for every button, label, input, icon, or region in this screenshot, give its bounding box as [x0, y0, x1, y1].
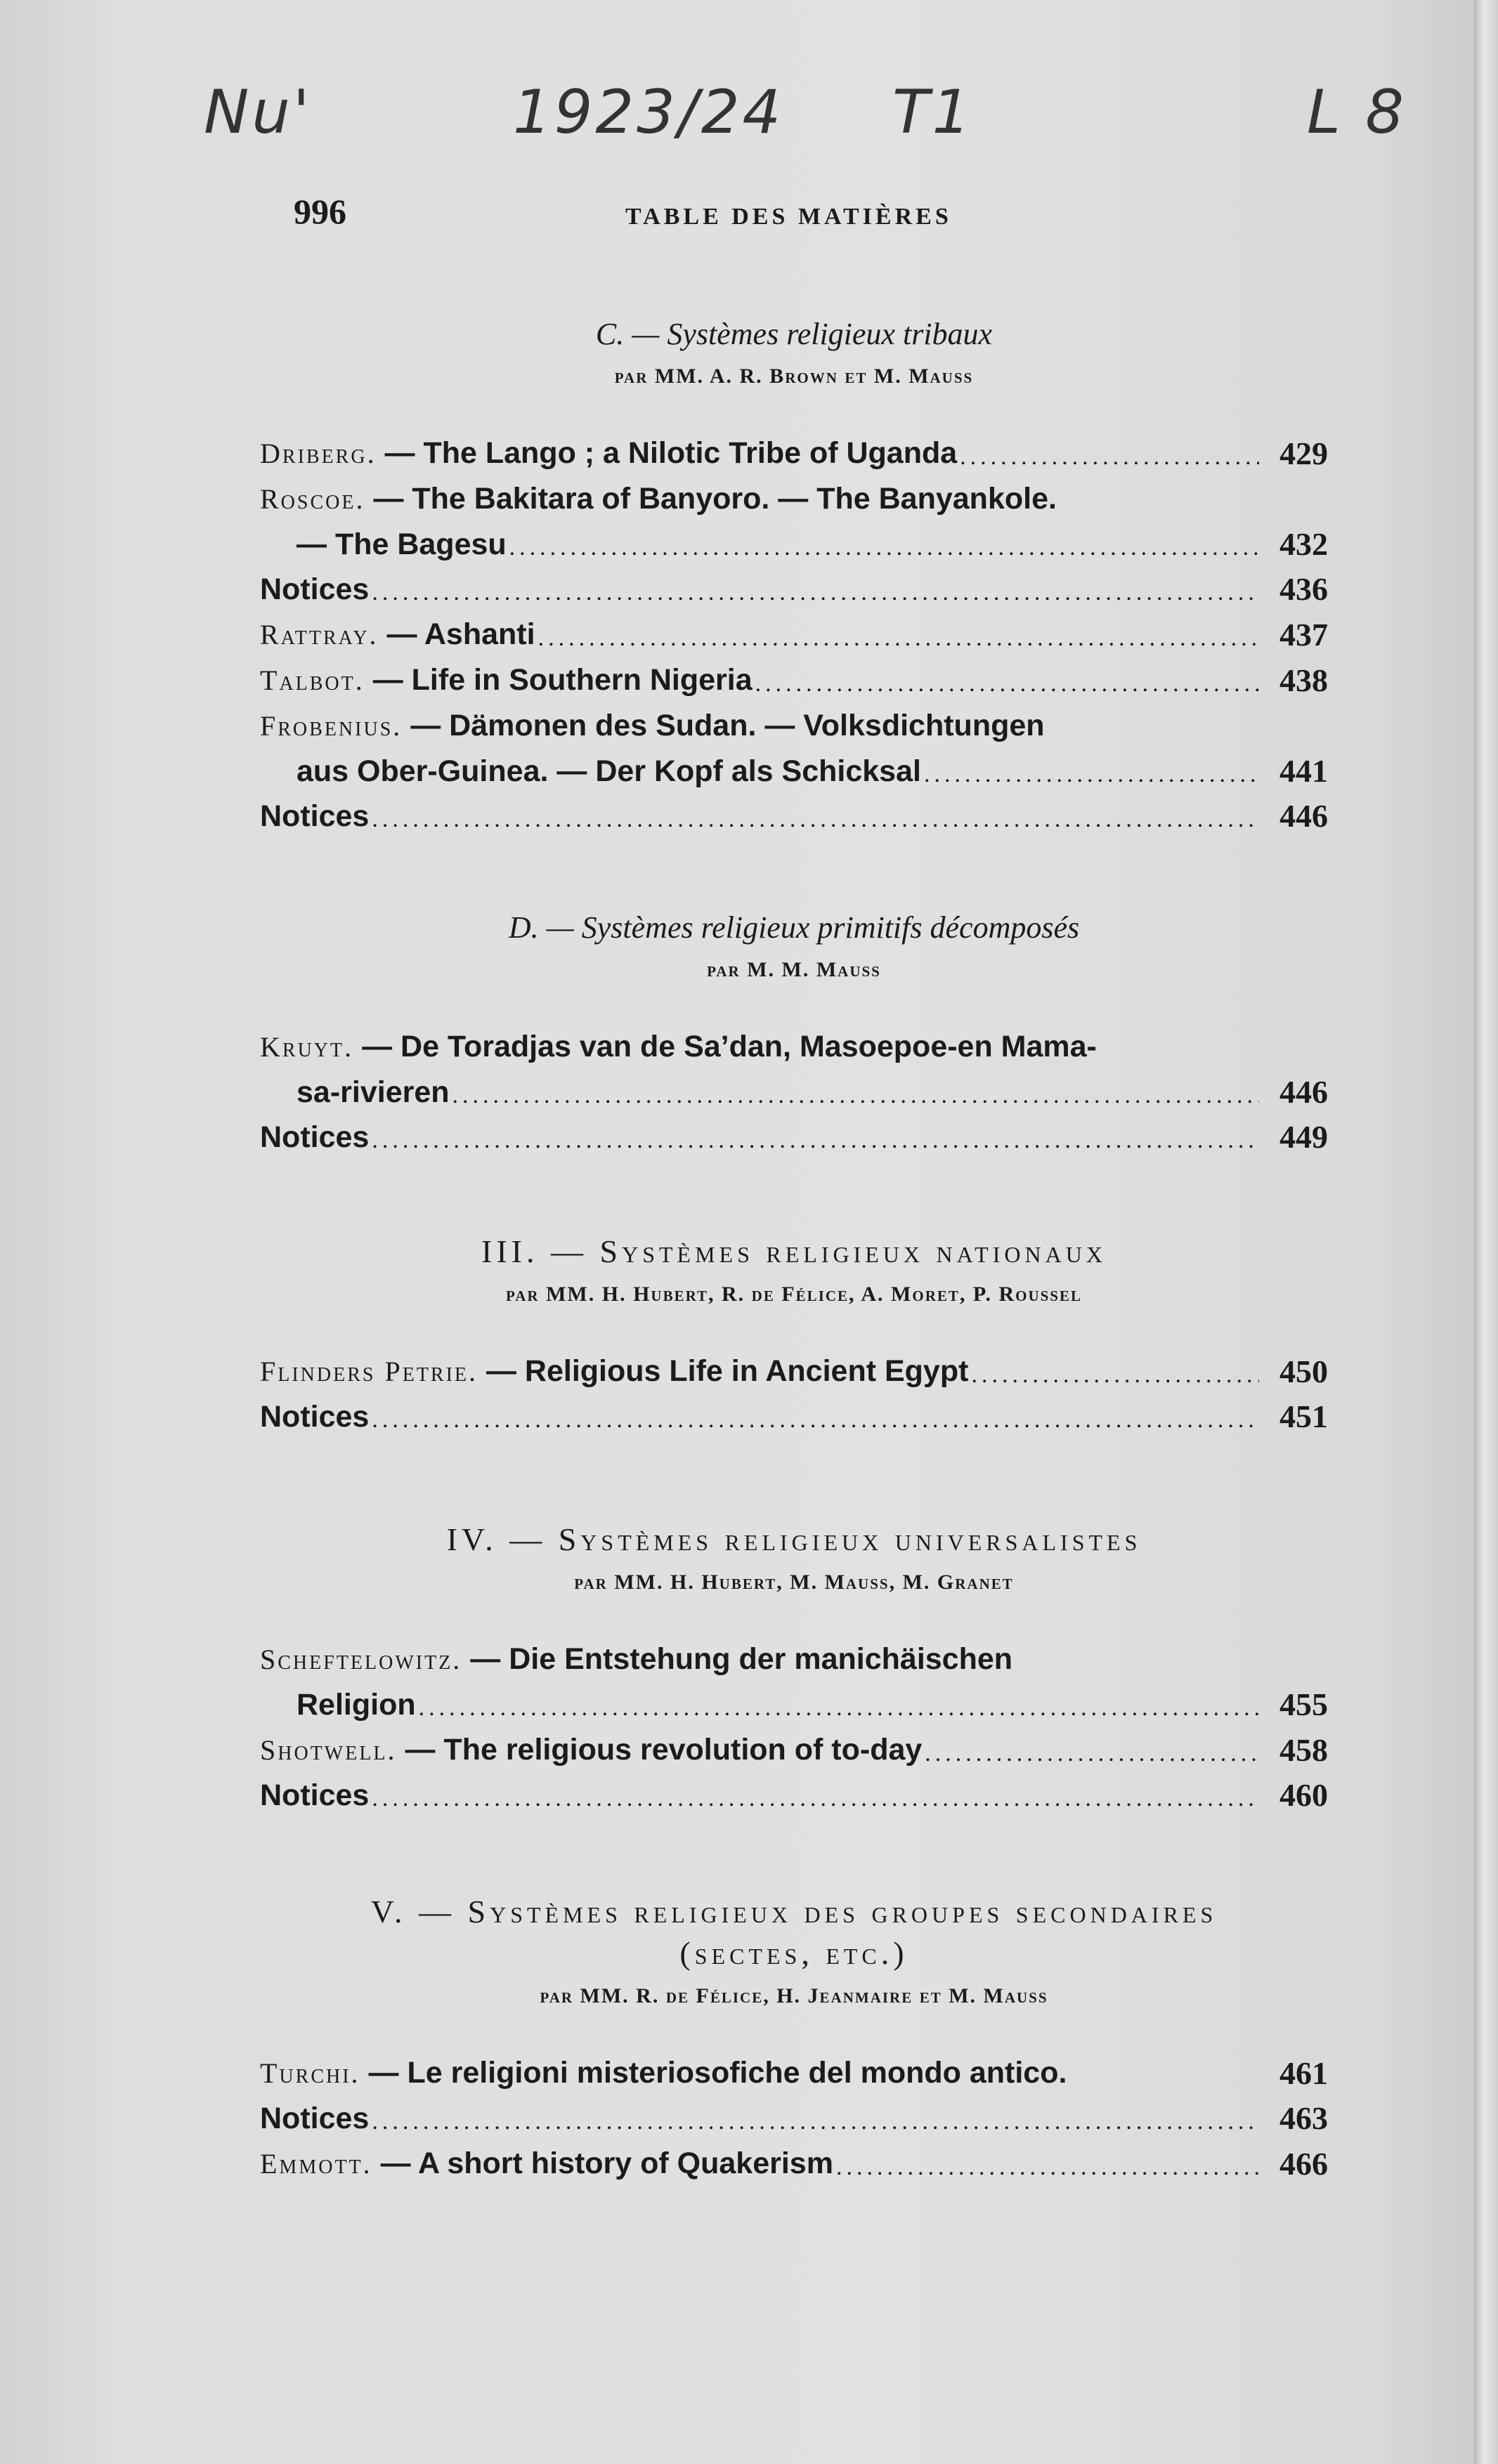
entry-title: — Life in Southern Nigeria: [372, 663, 753, 697]
toc-entry[interactable]: [260, 1024, 1328, 1070]
dot-leader: [925, 1743, 1259, 1764]
entry-title: — Dämonen des Sudan. — Volksdichtungen: [410, 709, 1045, 742]
entry-title: — De Toradjas van de Sa’dan, Masoepoe-en Mama-: [362, 1030, 1097, 1063]
dot-leader: [372, 809, 1259, 830]
entry-title: Notices: [260, 572, 370, 606]
toc-entry[interactable]: [260, 794, 1328, 839]
entry-author: Turchi.: [260, 2057, 360, 2089]
entry-page: 436: [1279, 571, 1328, 607]
entry-author: Roscoe.: [260, 483, 365, 515]
toc-entry[interactable]: [260, 2096, 1328, 2141]
entry-page: 460: [1279, 1777, 1328, 1813]
entry-page: 437: [1279, 617, 1328, 653]
entry-author: Scheftelowitz.: [260, 1644, 462, 1675]
entry-author: Driberg.: [260, 438, 377, 469]
section-title-line-2: (sectes, etc.): [679, 1935, 908, 1971]
entry-page: 450: [1279, 1354, 1328, 1389]
entry-title: — The Bakitara of Banyoro. — The Banyankole.: [373, 482, 1057, 516]
dot-leader: [971, 1365, 1259, 1386]
entry-list: [260, 2050, 1328, 2187]
handwritten-note-left: Nu': [204, 77, 313, 148]
entry-page: 429: [1279, 435, 1328, 471]
section-title: D. — Systèmes religieux primitifs décomposés: [508, 910, 1080, 945]
entry-title: Notices: [260, 1778, 370, 1812]
entry-page: 438: [1279, 662, 1328, 698]
toc-entry[interactable]: [260, 2141, 1328, 2187]
dot-leader: [372, 582, 1259, 603]
entry-title: — Die Entstehung der manichäischen: [470, 1642, 1013, 1676]
handwritten-note-code: T1: [892, 77, 974, 148]
entry-author: Frobenius.: [260, 710, 403, 742]
section-d: [260, 910, 1328, 1160]
dot-leader: [509, 537, 1259, 558]
toc-entry[interactable]: [260, 567, 1328, 612]
entry-title: — The Lango ; a Nilotic Tribe of Uganda: [384, 436, 958, 470]
toc-entry[interactable]: [260, 2050, 1328, 2096]
entry-list: [260, 431, 1328, 839]
toc-entry[interactable]: [260, 1637, 1328, 1682]
entry-title: — The religious revolution of to-day: [405, 1733, 923, 1767]
entry-list: [260, 1349, 1328, 1439]
section-byline: par MM. R. de Félice, H. Jeanmaire et M. Mauss: [540, 1984, 1048, 2007]
handwritten-note-right: L 8: [1307, 77, 1407, 148]
toc-entry[interactable]: [260, 1773, 1328, 1818]
page-edge: [1474, 0, 1498, 2464]
entry-list: [260, 1637, 1328, 1818]
toc-entry-continuation[interactable]: [260, 1070, 1328, 1115]
section-title: IV. — Systèmes religieux universalistes: [446, 1521, 1142, 1557]
section-byline: par MM. H. Hubert, R. de Félice, A. Moret, P. Roussel: [506, 1283, 1082, 1306]
page-number: 996: [294, 192, 346, 231]
section-byline: par M. M. Mauss: [707, 958, 881, 981]
dot-leader: [372, 1788, 1259, 1809]
toc-entry[interactable]: [260, 1727, 1328, 1773]
entry-page: 432: [1279, 526, 1328, 562]
entry-page: 449: [1279, 1119, 1328, 1155]
running-header: TABLE DES MATIÈRES: [625, 204, 952, 230]
section-title: III. — Systèmes religieux nationaux: [481, 1233, 1107, 1269]
entry-title: — Le religioni misteriosofiche del mondo antico.: [368, 2056, 1067, 2090]
dot-leader: [924, 764, 1259, 785]
toc-entry-continuation[interactable]: [260, 1682, 1328, 1727]
entry-title-continued: — The Bagesu: [297, 527, 507, 561]
toc-entry[interactable]: [260, 1349, 1328, 1394]
toc-entry[interactable]: [260, 476, 1328, 522]
toc-entry[interactable]: [260, 703, 1328, 749]
dot-leader: [372, 2111, 1259, 2132]
section-iii: [260, 1233, 1328, 1439]
toc-entry[interactable]: [260, 1394, 1328, 1439]
dot-leader: [452, 1085, 1259, 1106]
dot-leader: [372, 1130, 1259, 1151]
entry-page: 461: [1279, 2055, 1328, 2091]
dot-leader: [419, 1698, 1259, 1719]
entry-title: Notices: [260, 799, 370, 833]
toc-entry-continuation[interactable]: [260, 749, 1328, 794]
entry-title: Notices: [260, 2102, 370, 2135]
toc-entry[interactable]: [260, 431, 1328, 476]
entry-page: 446: [1279, 798, 1328, 834]
dot-leader: [960, 447, 1259, 468]
entry-title: Notices: [260, 1120, 370, 1154]
entry-author: Shotwell.: [260, 1734, 397, 1766]
entry-author: Emmott.: [260, 2148, 372, 2180]
dot-leader: [836, 2157, 1259, 2178]
entry-author: Talbot.: [260, 664, 365, 696]
toc-entry-continuation[interactable]: [260, 522, 1328, 567]
entry-page: 463: [1279, 2100, 1328, 2136]
dot-leader: [372, 1410, 1259, 1431]
entry-title-continued: Religion: [297, 1688, 416, 1722]
handwritten-note-year: 1923/24: [513, 77, 784, 148]
dot-leader: [755, 674, 1259, 695]
entry-page: 466: [1279, 2146, 1328, 2182]
entry-page: 451: [1279, 1398, 1328, 1434]
entry-title: — A short history of Quakerism: [380, 2147, 833, 2180]
toc-entry[interactable]: [260, 1115, 1328, 1160]
entry-list: [260, 1024, 1328, 1160]
entry-page: 441: [1279, 753, 1328, 789]
entry-title-continued: aus Ober-Guinea. — Der Kopf als Schicksal: [297, 754, 921, 788]
section-c: [260, 316, 1328, 839]
section-v: [260, 1893, 1328, 2187]
entry-title: — Ashanti: [386, 617, 535, 651]
toc-entry[interactable]: [260, 657, 1328, 703]
entry-title-continued: sa-rivieren: [297, 1075, 450, 1109]
entry-author: Rattray.: [260, 619, 379, 650]
section-byline: par MM. H. Hubert, M. Mauss, M. Granet: [574, 1571, 1014, 1594]
entry-author: Kruyt.: [260, 1031, 354, 1063]
entry-title: — Religious Life in Ancient Egypt: [486, 1354, 969, 1388]
entry-title: Notices: [260, 1400, 370, 1434]
section-byline: par MM. A. R. Brown et M. Mauss: [614, 365, 974, 388]
section-title: V. — Systèmes religieux des groupes secondaires: [370, 1894, 1218, 1929]
section-iv: [260, 1521, 1328, 1818]
entry-page: 455: [1279, 1686, 1328, 1722]
entry-page: 458: [1279, 1732, 1328, 1768]
dot-leader: [538, 628, 1259, 649]
entry-page: 446: [1279, 1074, 1328, 1110]
entry-author: Flinders Petrie.: [260, 1356, 478, 1387]
toc-entry[interactable]: [260, 612, 1328, 657]
section-title: C. — Systèmes religieux tribaux: [595, 317, 993, 351]
